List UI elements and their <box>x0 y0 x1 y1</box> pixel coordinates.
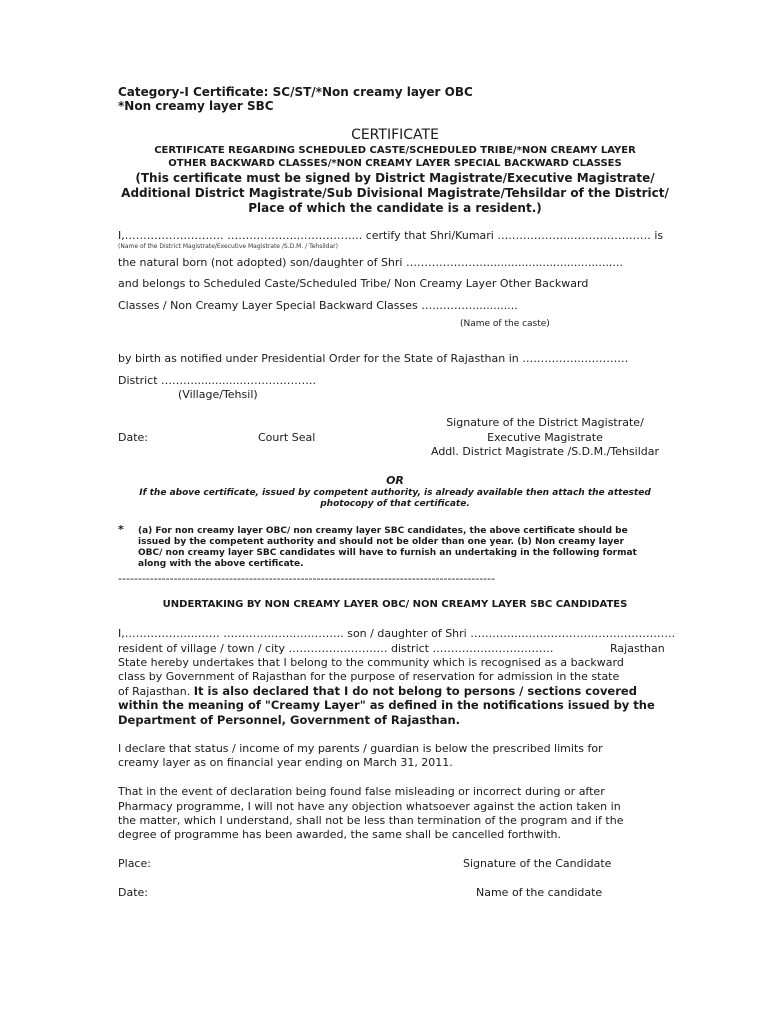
certificate-title: CERTIFICATE <box>351 127 439 143</box>
category-line-2: *Non creamy layer SBC <box>118 99 274 113</box>
undertaking-line-7: Department of Personnel, Government of Rajasthan. <box>118 713 461 727</box>
candidate-name-label: Name of the candidate <box>476 886 603 899</box>
consequence-line-3: the matter, which I understand, shall not be less than termination of the program and if the <box>118 814 624 827</box>
certificate-line-2: the natural born (not adopted) son/daughter of Shri ……………….…....................................... <box>118 256 623 269</box>
undertaking-line-5-normal: of Rajasthan. <box>118 685 194 698</box>
certificate-line-6: District ………..............…….…………. <box>118 374 316 387</box>
signature-line-2: Executive Magistrate <box>487 431 603 444</box>
village-tehsil-note: (Village/Tehsil) <box>178 388 258 401</box>
certificate-subtitle-2: OTHER BACKWARD CLASSES/*NON CREAMY LAYER SPECIAL BACKWARD CLASSES <box>168 158 622 169</box>
or-label: OR <box>386 474 404 487</box>
certificate-signed-line-3: Place of which the candidate is a resident.) <box>248 201 542 215</box>
undertaking-line-5-bold: It is also declared that I do not belong to persons / sections covered <box>193 684 637 698</box>
category-line-1: Category-I Certificate: SC/ST/*Non creamy layer OBC <box>118 85 473 99</box>
signature-line-1: Signature of the District Magistrate/ <box>446 416 644 429</box>
certificate-line-3: and belongs to Scheduled Caste/Scheduled Tribe/ Non Creamy Layer Other Backward <box>118 277 589 290</box>
section-divider: ----------------------------------------------------------------------------------------------- <box>118 572 496 585</box>
certificate-signed-line-2: Additional District Magistrate/Sub Divisional Magistrate/Tehsildar of the District/ <box>121 186 669 200</box>
undertaking-line-5 <box>118 684 637 698</box>
certificate-line-5: by birth as notified under Presidential Order for the State of Rajasthan in ……………..………… <box>118 352 629 365</box>
footnote-line-3: OBC/ non creamy layer SBC candidates will have to furnish an undertaking in the following format <box>138 548 637 558</box>
certificate-subtitle-1: CERTIFICATE REGARDING SCHEDULED CASTE/SCHEDULED TRIBE/*NON CREAMY LAYER <box>154 145 636 156</box>
consequence-line-1: That in the event of declaration being found false misleading or incorrect during or after <box>118 785 605 798</box>
certificate-date-label: Date: <box>118 431 148 444</box>
undertaking-line-3: State hereby undertakes that I belong to the community which is recognised as a backward <box>118 656 624 669</box>
authority-name-note: (Name of the District Magistrate/Executive Magistrate /S.D.M. / Tehsildar) <box>118 243 338 250</box>
undertaking-date-label: Date: <box>118 886 148 899</box>
or-note-line-2: photocopy of that certificate. <box>320 499 470 509</box>
footnote-line-1: (a) For non creamy layer OBC/ non creamy layer SBC candidates, the above certificate should be <box>138 526 628 536</box>
certificate-signed-line-1: (This certificate must be signed by District Magistrate/Executive Magistrate/ <box>135 171 655 185</box>
caste-note: (Name of the caste) <box>460 319 550 329</box>
undertaking-title: UNDERTAKING BY NON CREAMY LAYER OBC/ NON CREAMY LAYER SBC CANDIDATES <box>162 599 628 610</box>
undertaking-rajasthan: Rajasthan <box>610 642 665 655</box>
consequence-line-4: degree of programme has been awarded, the same shall be cancelled forthwith. <box>118 828 562 841</box>
declaration-line-2: creamy layer as on financial year ending on March 31, 2011. <box>118 756 453 769</box>
undertaking-line-2: resident of village / town / city ……………………… district …………………………… <box>118 642 554 655</box>
undertaking-line-1: I,………………..…… ………………..…………. son / daughter of Shri …………..…………………………………… <box>118 627 676 640</box>
declaration-line-1: I declare that status / income of my parents / guardian is below the prescribed limits for <box>118 742 603 755</box>
undertaking-line-6: within the meaning of "Creamy Layer" as defined in the notifications issued by the <box>118 698 655 712</box>
undertaking-line-4: class by Government of Rajasthan for the purpose of reservation for admission in the state <box>118 670 620 683</box>
footnote-line-4: along with the above certificate. <box>138 559 304 569</box>
certificate-line-4: Classes / Non Creamy Layer Special Backward Classes …..………............. <box>118 299 518 312</box>
certificate-line-1: I,……………………… ………………..…………….. certify that Shri/Kumari ….……………..………………… is <box>118 229 664 242</box>
court-seal-label: Court Seal <box>258 431 316 444</box>
footnote-star: * <box>118 523 124 536</box>
candidate-signature-label: Signature of the Candidate <box>463 857 612 870</box>
consequence-line-2: Pharmacy programme, I will not have any objection whatsoever against the action taken in <box>118 800 621 813</box>
signature-line-3: Addl. District Magistrate /S.D.M./Tehsildar <box>430 445 660 458</box>
or-note-line-1: If the above certificate, issued by competent authority, is already available then attach the attested <box>139 488 651 498</box>
place-label: Place: <box>118 857 151 870</box>
footnote-line-2: issued by the competent authority and should not be older than one year. (b) Non creamy layer <box>138 537 624 547</box>
